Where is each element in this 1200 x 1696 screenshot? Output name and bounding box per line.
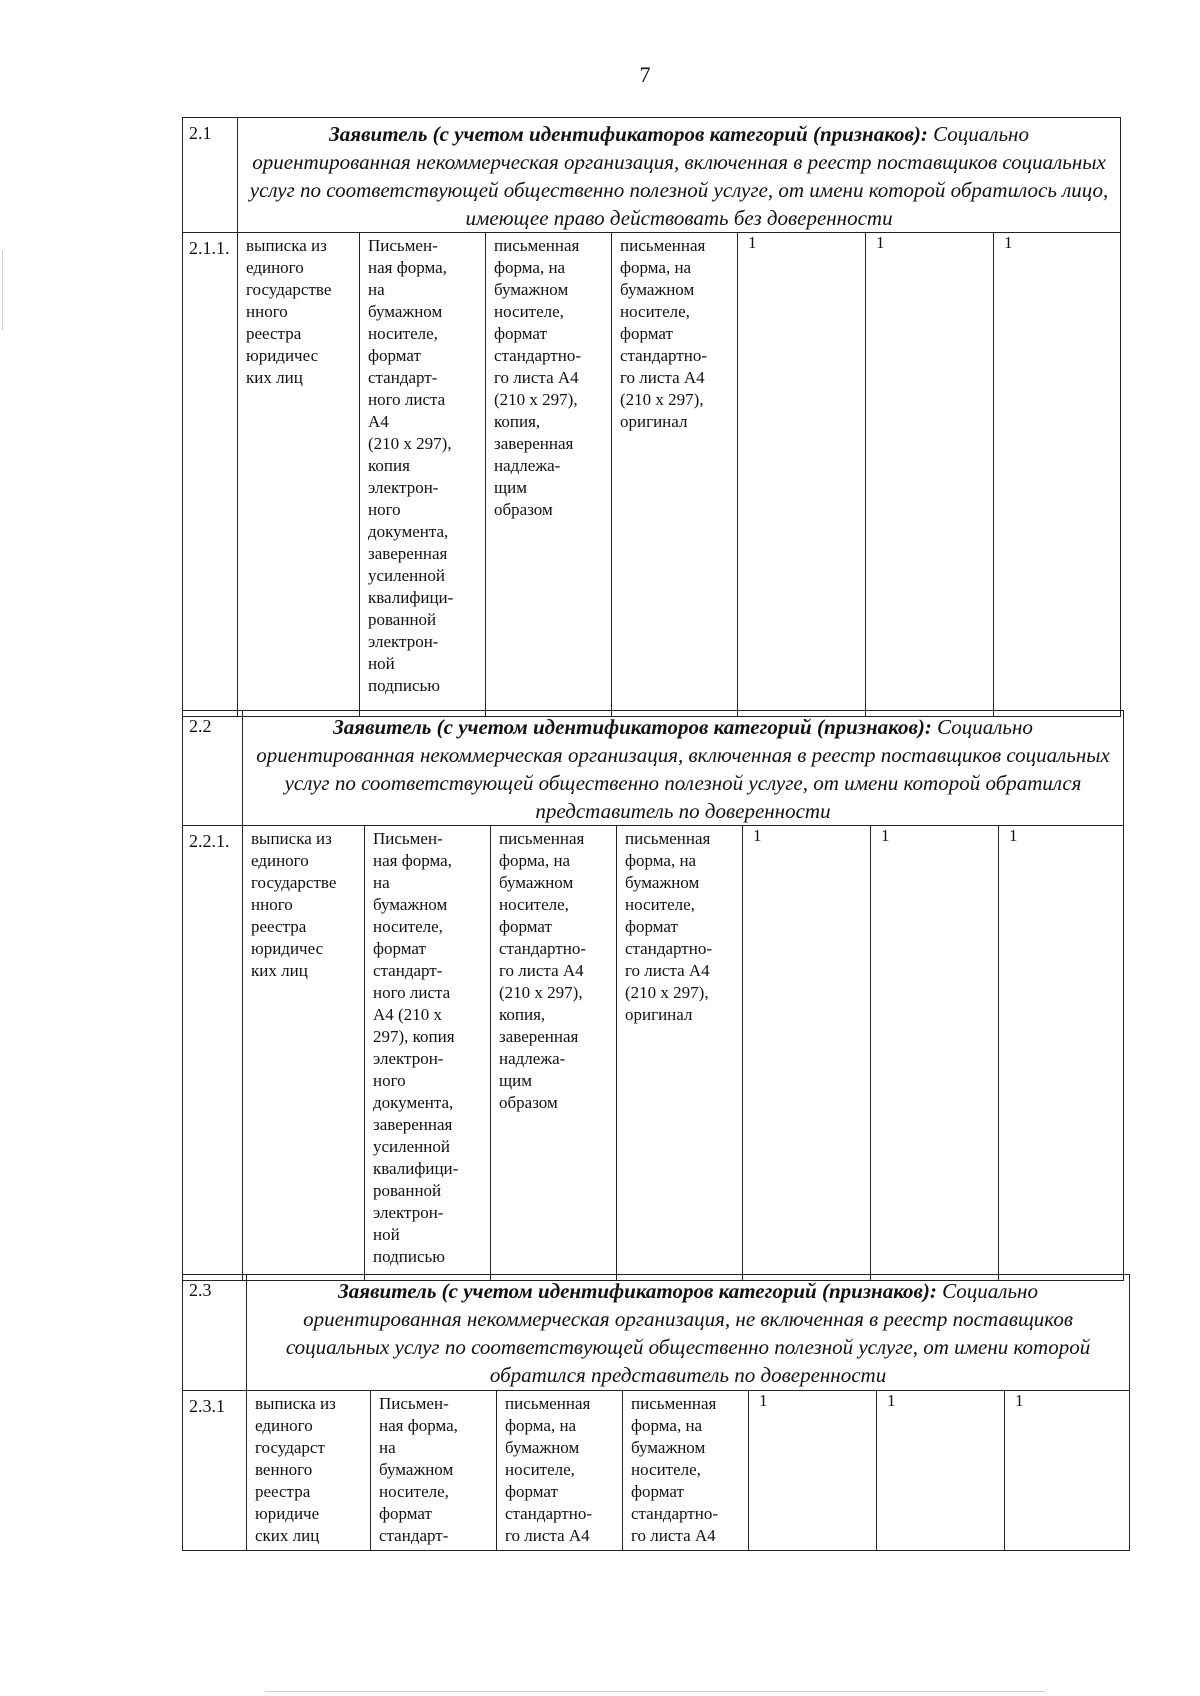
document-name-cell: выписка из единого государстве нного реестра юридичес ких лиц bbox=[243, 826, 365, 1281]
section-header bbox=[247, 1275, 1130, 1391]
scan-artifact-line bbox=[2, 250, 3, 330]
header-text: Социально ориентированная некоммерческая организация, включенная в реестр поставщиков социальных услуг по соответствующей общественно полезной услуге, от имени которой обратилось лицо, имеющее право действовать без доверенности bbox=[249, 122, 1109, 230]
form-cell: письменная форма, на бумажном носителе, формат стандартно- го листа А4 bbox=[497, 1391, 623, 1551]
quantity-cell: 1 bbox=[994, 233, 1121, 717]
header-bold: Заявитель (с учетом идентификаторов категорий (признаков): bbox=[338, 1279, 937, 1303]
document-name-cell: выписка из единого государст венного реестра юридиче ских лиц bbox=[247, 1391, 371, 1551]
quantity-cell: 1 bbox=[877, 1391, 1005, 1551]
quantity-cell: 1 bbox=[1005, 1391, 1130, 1551]
document-name-cell: выписка из единого государстве нного реестра юридичес ких лиц bbox=[238, 233, 360, 717]
section-header bbox=[243, 711, 1124, 826]
quantity-cell: 1 bbox=[749, 1391, 877, 1551]
section-table-2-3 bbox=[182, 1274, 1130, 1551]
quantity-cell: 1 bbox=[871, 826, 999, 1281]
section-number: 2.2 bbox=[183, 711, 243, 826]
section-table-2-2 bbox=[182, 710, 1124, 1281]
section-number: 2.1 bbox=[183, 118, 238, 233]
quantity-cell: 1 bbox=[999, 826, 1124, 1281]
row-number: 2.1.1. bbox=[183, 233, 238, 717]
quantity-cell: 1 bbox=[866, 233, 994, 717]
form-cell: письменная форма, на бумажном носителе, формат стандартно- го листа А4 (210 х 297), копия, заверенная надлежа- щим образом bbox=[491, 826, 617, 1281]
header-text: Социально ориентированная некоммерческая организация, не включенная в реестр поставщиков социальных услуг по соответствующей общественно полезной услуге, от имени которой обратился представитель по доверенности bbox=[285, 1279, 1091, 1387]
page-number: 7 bbox=[639, 62, 651, 87]
section-header bbox=[238, 118, 1121, 233]
section-number: 2.3 bbox=[183, 1275, 247, 1391]
form-cell: письменная форма, на бумажном носителе, формат стандартно- го листа А4 bbox=[623, 1391, 749, 1551]
scan-artifact-line bbox=[265, 1691, 1045, 1692]
header-bold: Заявитель (с учетом идентификаторов категорий (признаков): bbox=[329, 122, 928, 146]
form-cell: Письмен- ная форма, на бумажном носителе, формат стандарт- ного листа А4 (210 х 297), копия электрон- ного документа, заверенная усиленной квалифици- рованной электрон- ной подписью bbox=[360, 233, 486, 717]
section-table-2-1 bbox=[182, 117, 1121, 717]
form-cell: Письмен- ная форма, на бумажном носителе, формат стандарт- bbox=[371, 1391, 497, 1551]
header-bold: Заявитель (с учетом идентификаторов категорий (признаков): bbox=[333, 715, 932, 739]
row-number: 2.2.1. bbox=[183, 826, 243, 1281]
form-cell: письменная форма, на бумажном носителе, формат стандартно- го листа А4 (210 х 297), оригинал bbox=[612, 233, 738, 717]
row-number: 2.3.1 bbox=[183, 1391, 247, 1551]
form-cell: письменная форма, на бумажном носителе, формат стандартно- го листа А4 (210 х 297), копия, заверенная надлежа- щим образом bbox=[486, 233, 612, 717]
quantity-cell: 1 bbox=[743, 826, 871, 1281]
header-text: Социально ориентированная некоммерческая организация, включенная в реестр поставщиков социальных услуг по соответствующей общественно полезной услуге, от имени которой обратился представитель по доверенности bbox=[256, 715, 1110, 823]
form-cell: письменная форма, на бумажном носителе, формат стандартно- го листа А4 (210 х 297), оригинал bbox=[617, 826, 743, 1281]
quantity-cell: 1 bbox=[738, 233, 866, 717]
form-cell: Письмен- ная форма, на бумажном носителе, формат стандарт- ного листа А4 (210 х 297), копия электрон- ного документа, заверенная усиленной квалифици- рованной электрон- ной подписью bbox=[365, 826, 491, 1281]
